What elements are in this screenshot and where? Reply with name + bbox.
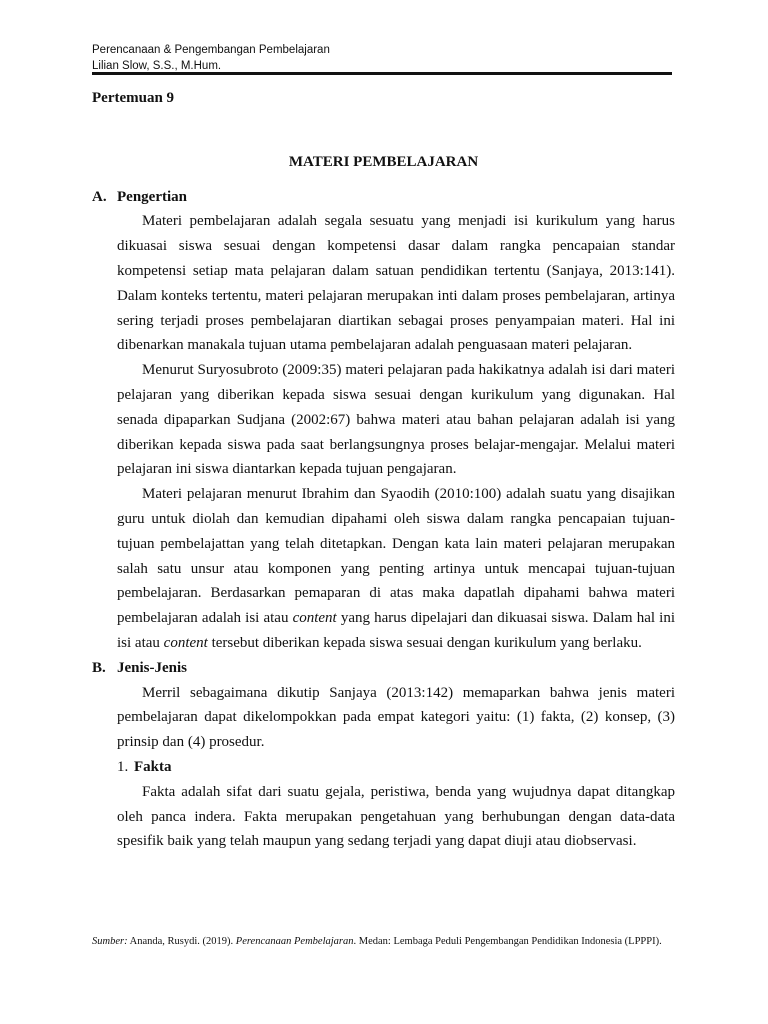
- header-divider: [92, 72, 672, 75]
- section-a-title: Pengertian: [117, 188, 187, 205]
- subsection-1-number: 1.: [117, 758, 129, 775]
- section-b-paragraph-1: Merril sebagaimana dikutip Sanjaya (2013:142) memaparkan bahwa jenis materi pembelajaran dapat dikelompokkan pada empat kategori yaitu: (1) fakta, (2) konsep, (3) prinsip dan (4) prosedur.: [117, 684, 675, 751]
- section-a-paragraph-1: Materi pembelajaran adalah segala sesuatu yang menjadi isi kurikulum yang harus dikuasai siswa sesuai dengan kompetensi dasar dalam rangka pencapaian standar kompetensi setiap mata pelajaran dalam satuan pendidikan tertentu (Sanjaya, 2013:141). Dalam konteks tertentu, materi pelajaran merupakan inti dalam proses pembelajaran, artinya sering terjadi proses pembelajaran diartikan sebagai proses penyampaian materi. Hal ini dibenarkan manakala tujuan utama pembelajaran adalah penguasaan materi pelajaran.: [117, 213, 675, 354]
- citation-text-b: . Medan: Lembaga Peduli Pengembangan Pendidikan Indonesia (LPPPI).: [353, 936, 662, 947]
- document-title: MATERI PEMBELAJARAN: [288, 153, 479, 170]
- paragraph-3-text-b: yang harus dipelajari dan dikuasai siswa. Dalam hal ini isi atau: [117, 610, 675, 651]
- subsection-1-heading: [92, 755, 675, 780]
- section-a-letter: A.: [92, 188, 107, 205]
- section-b-title: Jenis-Jenis: [117, 659, 188, 676]
- section-a-paragraph-2: Menurut Suryosubroto (2009:35) materi pelajaran pada hakikatnya adalah isi dari materi pelajaran yang diberikan kepada siswa sesuai dengan kurikulum yang digunakan. Hal senada dipaparkan Sudjana (2002:67) bahwa materi atau bahan pelajaran adalah isi yang diberikan kepada siswa pada saat berlangsungnya proses belajar-mengajar. Melalui materi pelajaran ini siswa diantarkan kepada tujuan pengajaran.: [117, 362, 675, 478]
- citation-text-a: Ananda, Rusydi. (2019).: [127, 936, 236, 947]
- subsection-1-paragraph-1: Fakta adalah sifat dari suatu gejala, peristiwa, benda yang wujudnya dapat ditangkap oleh panca indera. Fakta merupakan pengetahuan yang berhubungan dengan data-data spesifik baik yang telah maupun yang sedang terjadi yang dapat diuji atau diobservasi.: [117, 783, 675, 850]
- section-b-heading: [92, 656, 675, 681]
- paragraph-3-text-a: Materi pelajaran menurut Ibrahim dan Syaodih (2010:100) adalah suatu yang disajikan guru untuk diolah dan kemudian dipahami oleh siswa dalam rangka pencapaian tujuan-tujuan pembelajattan yang telah ditetapkan. Dengan kata lain materi pelajaran merupakan salah satu unsur atau komponen yang penting artinya untuk mencapai tujuan-tujuan pembelajaran. Berdasarkan pemaparan di atas maka dapatlah dipahami bahwa materi pembelajaran adalah isi atau: [117, 486, 675, 627]
- section-a-paragraph-3: [92, 482, 675, 656]
- paragraph-3-text-c: tersebut diberikan kepada siswa sesuai dengan kurikulum yang berlaku.: [207, 634, 642, 651]
- source-footnote: [92, 935, 675, 949]
- citation-book-title: Perencanaan Pembelajaran: [235, 936, 354, 947]
- meeting-label: Pertemuan 9: [92, 90, 175, 106]
- source-label: Sumber:: [92, 936, 128, 947]
- header-author: Lilian Slow, S.S., M.Hum.: [92, 60, 222, 72]
- section-a-heading: [92, 185, 675, 210]
- subsection-1-title: Fakta: [134, 758, 172, 775]
- document-body: [92, 86, 675, 854]
- section-b-letter: B.: [92, 659, 106, 676]
- page-header: [92, 42, 672, 74]
- paragraph-3-emphasis-1: content: [292, 610, 337, 627]
- paragraph-3-emphasis-2: content: [163, 634, 208, 651]
- header-course-title: Perencanaan & Pengembangan Pembelajaran: [92, 44, 330, 56]
